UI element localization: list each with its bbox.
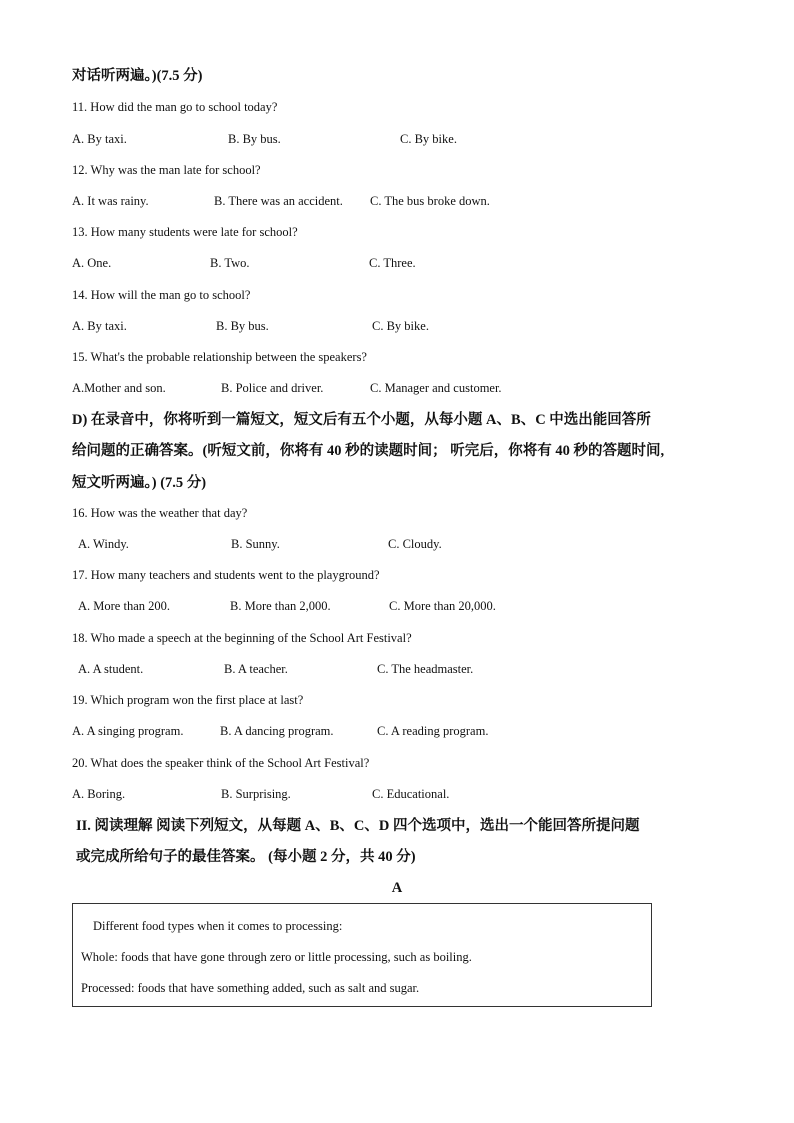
food-types-box xyxy=(72,903,652,1007)
question-19: 19. Which program won the first place at last? xyxy=(72,693,304,707)
section-d-instruction-line3: 短文听两遍。) (7.5 分) xyxy=(72,475,207,491)
option-15-b: B. Police and driver. xyxy=(221,381,324,395)
option-17-c: C. More than 20,000. xyxy=(389,599,496,613)
option-14-a: A. By taxi. xyxy=(72,319,127,333)
option-17-a: A. More than 200. xyxy=(78,599,170,613)
question-20: 20. What does the speaker think of the School Art Festival? xyxy=(72,756,370,770)
box-line-whole: Whole: foods that have gone through zero or little processing, such as boiling. xyxy=(81,950,472,964)
option-18-b: B. A teacher. xyxy=(224,662,288,676)
option-18-c: C. The headmaster. xyxy=(377,662,474,676)
option-11-c: C. By bike. xyxy=(400,132,457,146)
option-14-b: B. By bus. xyxy=(216,319,269,333)
box-line-processed: Processed: foods that have something added, such as salt and sugar. xyxy=(81,981,420,995)
question-11: 11. How did the man go to school today? xyxy=(72,100,278,114)
option-15-c: C. Manager and customer. xyxy=(370,381,502,395)
section-ii-instruction-line1: II. 阅读理解 阅读下列短文，从每题 A、B、C、D 四个选项中，选出一个能回答所提问题 xyxy=(76,818,640,834)
option-19-b: B. A dancing program. xyxy=(220,724,334,738)
option-13-a: A. One. xyxy=(72,256,112,270)
box-line-intro: Different food types when it comes to processing: xyxy=(93,919,343,933)
option-14-c: C. By bike. xyxy=(372,319,429,333)
option-11-b: B. By bus. xyxy=(228,132,281,146)
option-13-c: C. Three. xyxy=(369,256,416,270)
section-d-instruction-line2: 给问题的正确答案。(听短文前，你将有 40 秒的读题时间； 听完后，你将有 40 秒的答题时间, xyxy=(72,443,665,459)
question-18: 18. Who made a speech at the beginning of the School Art Festival? xyxy=(72,631,412,645)
question-14: 14. How will the man go to school? xyxy=(72,288,251,302)
question-12: 12. Why was the man late for school? xyxy=(72,163,261,177)
section-ii-instruction-line2: 或完成所给句子的最佳答案。 (每小题 2 分，共 40 分) xyxy=(76,849,416,865)
section-d-instruction-line1: D) 在录音中，你将听到一篇短文，短文后有五个小题，从每小题 A、B、C 中选出能回答所 xyxy=(72,412,651,428)
option-13-b: B. Two. xyxy=(210,256,250,270)
section-c-instruction-end: 对话听两遍。)(7.5 分) xyxy=(72,68,203,84)
question-17: 17. How many teachers and students went to the playground? xyxy=(72,568,380,582)
passage-label: A xyxy=(391,880,403,896)
option-15-a: A.Mother and son. xyxy=(72,381,166,395)
question-15: 15. What's the probable relationship between the speakers? xyxy=(72,350,367,364)
option-12-a: A. It was rainy. xyxy=(72,194,149,208)
option-16-b: B. Sunny. xyxy=(231,537,280,551)
option-19-a: A. A singing program. xyxy=(72,724,184,738)
question-13: 13. How many students were late for school? xyxy=(72,225,298,239)
option-20-c: C. Educational. xyxy=(372,787,450,801)
option-12-b: B. There was an accident. xyxy=(214,194,343,208)
option-11-a: A. By taxi. xyxy=(72,132,127,146)
option-18-a: A. A student. xyxy=(78,662,144,676)
option-16-a: A. Windy. xyxy=(78,537,129,551)
question-16: 16. How was the weather that day? xyxy=(72,506,248,520)
option-12-c: C. The bus broke down. xyxy=(370,194,490,208)
option-17-b: B. More than 2,000. xyxy=(230,599,331,613)
option-20-a: A. Boring. xyxy=(72,787,126,801)
option-19-c: C. A reading program. xyxy=(377,724,489,738)
option-20-b: B. Surprising. xyxy=(221,787,291,801)
option-16-c: C. Cloudy. xyxy=(388,537,442,551)
